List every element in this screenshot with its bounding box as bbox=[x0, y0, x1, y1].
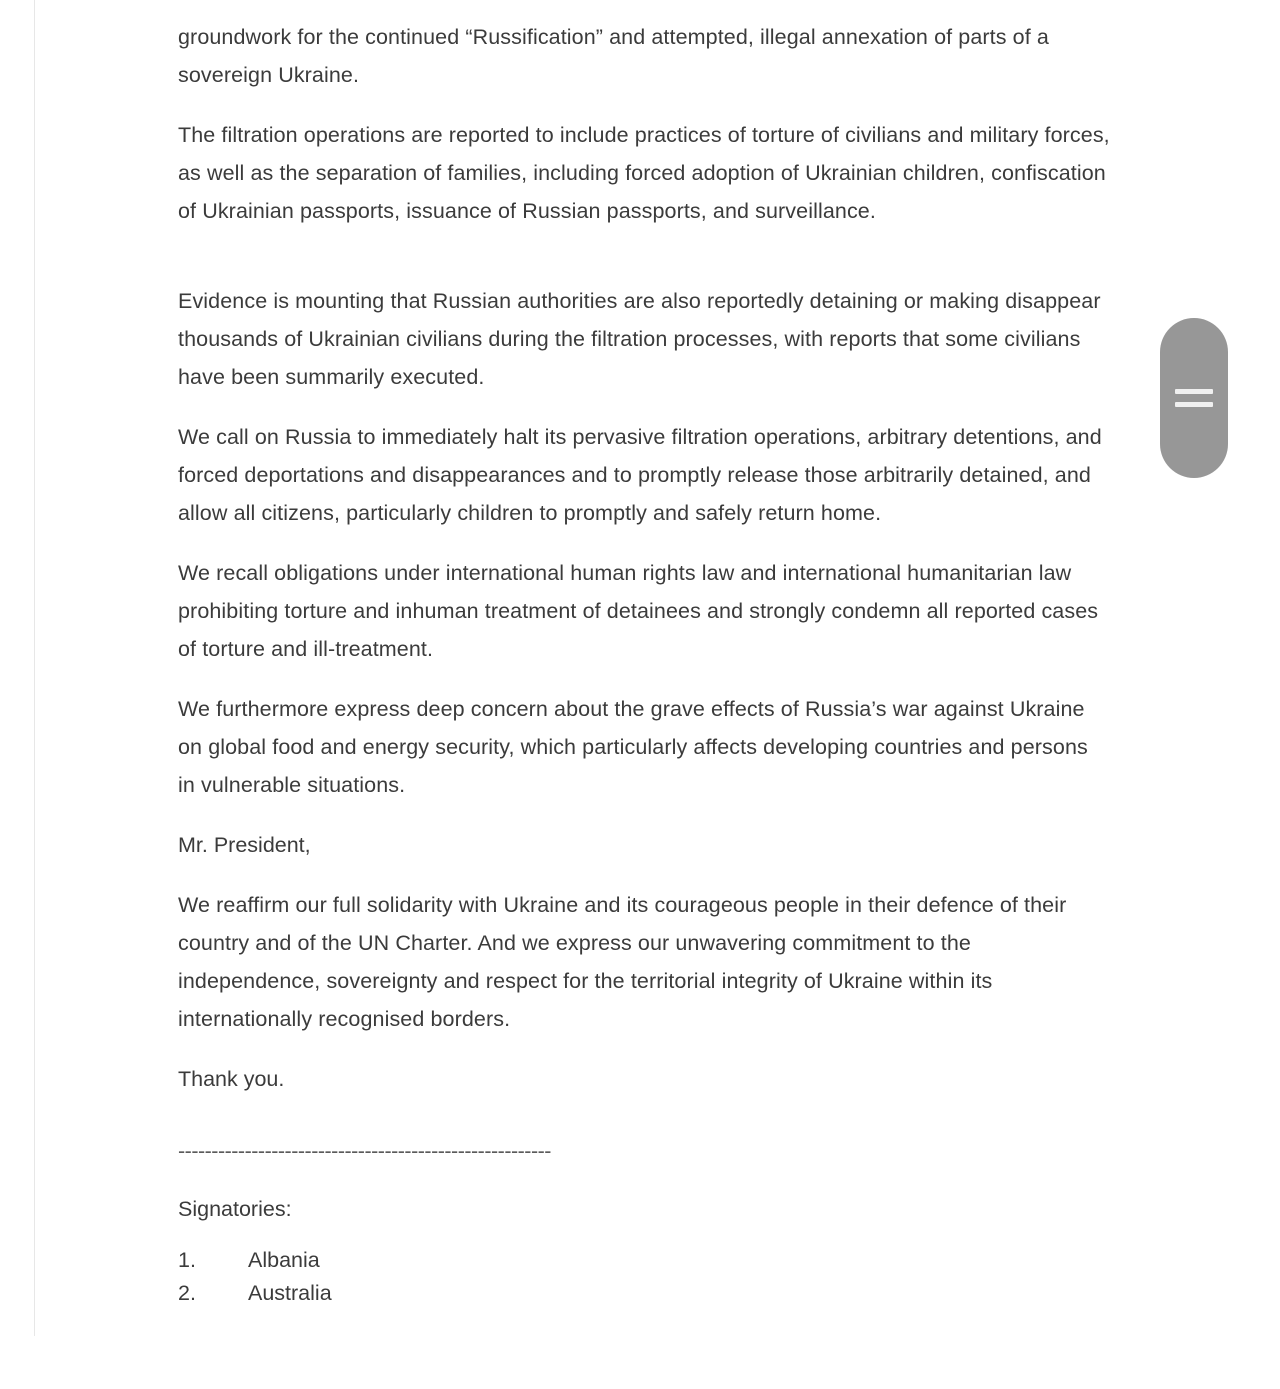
signatory-number: 1. bbox=[178, 1248, 196, 1272]
drag-handle[interactable] bbox=[1160, 318, 1228, 478]
signatory-name: Australia bbox=[248, 1281, 332, 1305]
grip-line-icon bbox=[1175, 389, 1213, 394]
paragraph-filtration-operations: The filtration operations are reported to include practices of torture of civilians and military forces, as well as the separation of families, including forced adoption of Ukrainian children, confiscation of Ukrainian passports, issuance of Russian passports, and surveillance. bbox=[178, 123, 1110, 223]
paragraph-recall-obligations: We recall obligations under international human rights law and international humanitarian law prohibiting torture and inhuman treatment of detainees and strongly condemn all reported cases of torture and ill-treatment. bbox=[178, 561, 1099, 661]
list-item bbox=[178, 1277, 1110, 1310]
signatories-heading: Signatories: bbox=[178, 1197, 292, 1221]
signatories-block bbox=[178, 1190, 1110, 1310]
paragraph-closing-solidarity: We reaffirm our full solidarity with Ukraine and its courageous people in their defence of their country and of the UN Charter. And we express our unwavering commitment to the independence, sovereignty and respect for the territorial integrity of Ukraine within its internationally recognised borders. bbox=[178, 893, 1067, 1031]
grip-line-icon bbox=[1175, 402, 1213, 407]
separator-wrapper bbox=[178, 1136, 1110, 1166]
paragraph-food-energy-security: We furthermore express deep concern about the grave effects of Russia’s war against Ukraine on global food and energy security, which particularly affects developing countries and persons in vulnerable situations. bbox=[178, 697, 1088, 797]
list-item bbox=[178, 1244, 1110, 1277]
signatories-list bbox=[178, 1244, 1110, 1310]
paragraph-russification: groundwork for the continued “Russification” and attempted, illegal annexation of parts of a sovereign Ukraine. bbox=[178, 25, 1049, 87]
dashed-separator: -------------------------------------------------------- bbox=[178, 1139, 551, 1163]
signatory-name: Albania bbox=[248, 1248, 320, 1272]
signatory-number: 2. bbox=[178, 1281, 196, 1305]
thank-you-line: Thank you. bbox=[178, 1067, 285, 1091]
page-edge-rule bbox=[34, 0, 35, 1336]
salutation: Mr. President, bbox=[178, 833, 311, 857]
document-text-column bbox=[178, 18, 1110, 1310]
paragraph-evidence-mounting: Evidence is mounting that Russian authorities are also reportedly detaining or making disappear thousands of Ukrainian civilians during the filtration processes, with reports that some civilians have been summarily executed. bbox=[178, 289, 1101, 389]
paragraph-call-on-russia: We call on Russia to immediately halt its pervasive filtration operations, arbitrary detentions, and forced deportations and disappearances and to promptly release those arbitrarily detained, and allow all citizens, particularly children to promptly and safely return home. bbox=[178, 425, 1102, 525]
